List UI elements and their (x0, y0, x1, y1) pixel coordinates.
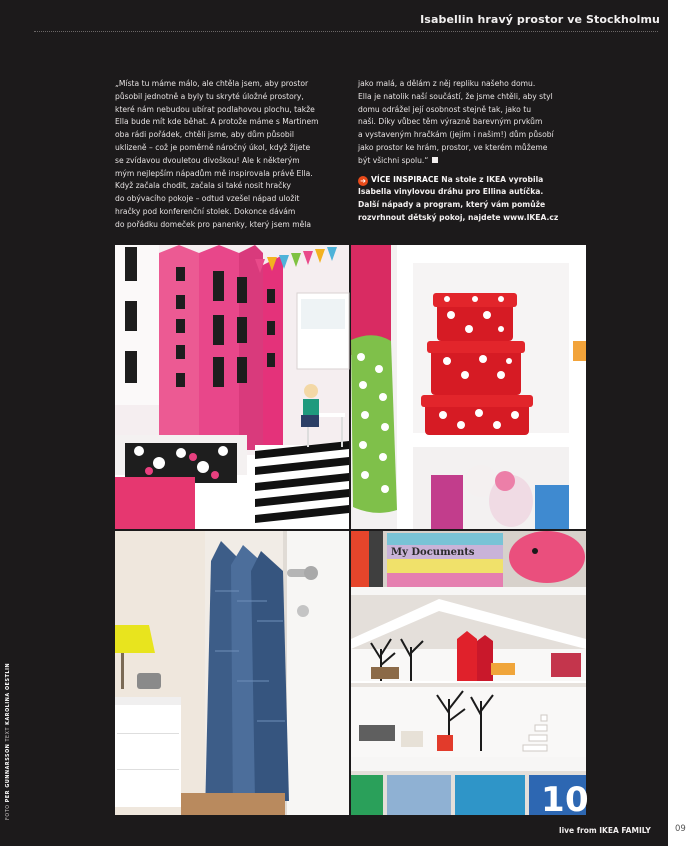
text-line: a vystaveným hračkám (jejím i našim!) dům působí (358, 130, 554, 140)
credit-photo-prefix: FOTO (6, 804, 11, 820)
more-line: rozvrhnout dětský pokoj, najdete www.IKEA.cz (358, 212, 559, 222)
more-line-first (358, 174, 586, 187)
more-line: Další nápady a program, který vám pomůže (358, 200, 546, 210)
text-line: působil jednotně a byly tu skryté úložné prostory, (115, 91, 304, 101)
text-line: oba rádi pořádek, chtěli jsme, aby dům působil (115, 130, 294, 140)
text-line: které nám nebudou ubírat podlahovou plochu, takže (115, 104, 315, 114)
photo-denim-jackets (115, 531, 349, 815)
text-line: jako prostor ke hrám, prostor, ve kterém můžeme (358, 142, 548, 152)
more-inspiration-block (358, 174, 586, 225)
dollhouse-illustration (351, 531, 589, 820)
block-number-1: 1 (541, 780, 565, 820)
block-number-0: 0 (565, 780, 589, 820)
book-title: My Documents (391, 547, 475, 558)
text-line: hračky pod konferenční stolek. Dokonce dávám (115, 206, 296, 216)
more-line: Isabella vinylovou dráhu pro Ellina autíčka. (358, 187, 544, 197)
credit-writer: KAROLINA OESTLIN (6, 662, 11, 725)
pink-wardrobe-illustration (115, 245, 349, 529)
text-line: Ella bude mít kde běhat. A protože máme s Martinem (115, 117, 319, 127)
page-edge (668, 0, 700, 846)
article-column-left (115, 78, 347, 232)
footer-section-label: live from IKEA FAMILY (559, 826, 651, 835)
text-line: Ella je natolik naší součástí, že jsme chtěli, aby styl (358, 91, 553, 101)
text-line: do pořádku domeček pro panenky, který jsem měla (115, 219, 312, 229)
text-line: „Místa tu máme málo, ale chtěla jsem, aby prostor (115, 79, 309, 88)
photo-pink-wardrobe-room (115, 245, 349, 529)
photo-credit (6, 663, 11, 820)
text-line: naši. Díky vůbec těm výrazně barevným prvkům (358, 117, 543, 127)
photo-polka-dot-boxes (351, 245, 586, 529)
page-title: Isabellin hravý prostor ve Stockholmu (420, 13, 660, 26)
text-line: se zvídavou dvouletou divoškou! Ale k některým (115, 155, 300, 165)
page-number: 09 (675, 824, 686, 834)
article-column-right (358, 78, 586, 225)
more-inspiration-label: VÍCE INSPIRACE (371, 174, 439, 184)
credit-photographer: PER GUNNARSSON (6, 743, 11, 803)
denim-jackets-illustration (115, 531, 349, 815)
text-line: uklizeně – což je poměrně náročný úkol, když žijete (115, 142, 311, 152)
text-line: mým nejlepším nápadům mě inspirovala právě Ella. (115, 168, 313, 178)
text-line: Když začala chodit, začala si také nosit hračky (115, 181, 291, 191)
arrow-right-icon: ➜ (358, 176, 368, 186)
header-divider (34, 31, 658, 32)
text-line: domu odrážel její osobnost stejně tak, jako tu (358, 104, 532, 114)
text-line-end: být všichni spolu.“ (358, 155, 429, 165)
text-line: do obývacího pokoje – odtud vzešel nápad uložit (115, 194, 300, 204)
credit-text-prefix: TEXT (6, 726, 11, 742)
polka-dot-boxes-illustration (351, 245, 586, 529)
text-line: jako malá, a dělám z něj repliku našeho domu. (358, 79, 536, 88)
photo-dollhouse (351, 531, 589, 820)
end-mark-icon (432, 157, 438, 163)
more-text: Na stole z IKEA vyrobila (441, 174, 544, 184)
text-line-last (358, 155, 586, 168)
